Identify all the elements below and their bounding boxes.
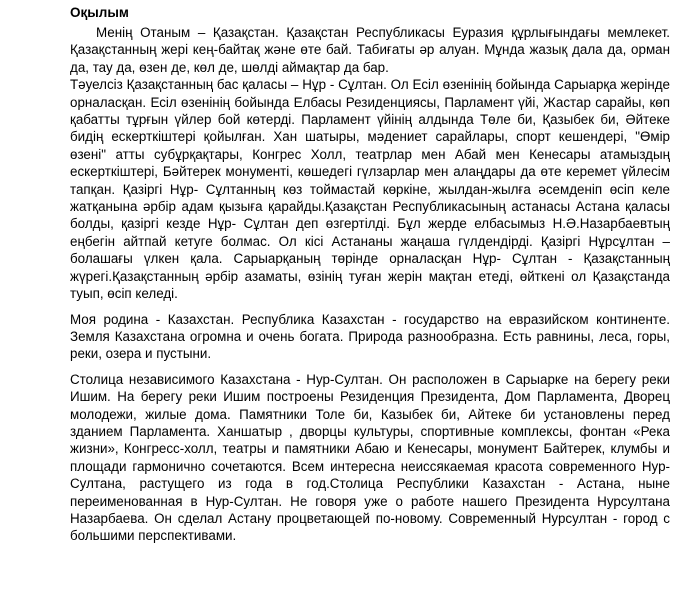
kazakh-paragraph-2: Тәуелсіз Қазақстанның бас қаласы – Нұр - Сұлтан. Ол Есіл өзенінің бойында Сарыарқа жерінде орналасқан. Есіл өзенінің бойында Елбасы Резиденциясы, Парламент үйі, Жастар сарайы, көп қабатты тұрғын үйлер бой көтерді. Парламент үйінің алдында Төле би, Қазыбек би, Әйтеке бидің ескерткіштері қойылған. Хан шатыры, мәдениет сарайлары, спорт кешендері, "Өмір өзені" атты субұрқақтары, Конгрес Холл, театрлар мен Абай мен Кенесары атамыздың ескерткіштері, Бәйтерек монументі, көшедегі гүлзарлар мен алаңдары да өте керемет үйлесім тапқан. Қазіргі Нұр- Сұлтанның көз тоймастай көркіне, жылдан-жылға әсемденіп өсіп келе жатқанына әрбір адам қызыға қарайды.Қазақстан Республикасының астанасы Астана қаласы болды, қазіргі кезде Нұр- Сұлтан деп өзгертілді. Бұл жерде елбасымыз Н.Ә.Назарбаевтың еңбегін айтпай кетуге болмас. Ол кісі Астананы жаңаша гүлдендірді. Қазіргі Нұрсұлтан – болашағы үлкен қала. Сарыарқаның төрінде орналасқан Нұр- Сұлтан - Қазақстанның жүрегі.Қазақстанның әрбір азаматы, өзінің туған жерін мақтан етеді, өйткені ол Қазақстанда туып, өсіп келеді. <box>70 77 670 302</box>
document-heading: Оқылым <box>70 5 129 20</box>
russian-paragraph-1: Моя родина - Казахстан. Республика Казахстан - государство на евразийском континенте. Земля Казахстана огромна и очень богата. Природа разнообразна. Есть равнины, леса, горы, реки, озера и пустыни. <box>70 311 670 362</box>
kazakh-paragraph-1: Менің Отаным – Қазақстан. Қазақстан Республикасы Еуразия құрлығындағы мемлекет. Қазақстанның жері кең-байтақ және өте бай. Табиғаты әр алуан. Мұнда жазық дала да, орман да, тау да, өзен де, көл де, шөлді аймақтар да бар. <box>70 25 670 75</box>
russian-paragraph-2: Столица независимого Казахстана - Нур-Султан. Он расположен в Сарыарке на берегу реки Ишим. На берегу реки Ишим построены Резиденция Президента, Дом Парламента, Дворец молодежи, жилые дома. Памятники Толе би, Казыбек би, Айтеке би установлены перед зданием Парламента. Ханшатыр , дворцы культуры, спортивные комплексы, фонтан «Река жизни», Конгресс-холл, театры и памятники Абаю и Кенесары, монумент Байтерек, клумбы и площади гармонично сочетаются. Всем интересна неиссякаемая красота современного Нур-Султана, растущего из года в год.Столица Республики Казахстан - Астана, ныне переименованная в Нур-Султан. Не говоря уже о работе нашего Президента Нурсултана Назарбаева. Он сделал Астану процветающей по-новому. Современный Нурсултан - город с большими перспективами. <box>70 371 670 544</box>
document-page <box>70 4 670 545</box>
